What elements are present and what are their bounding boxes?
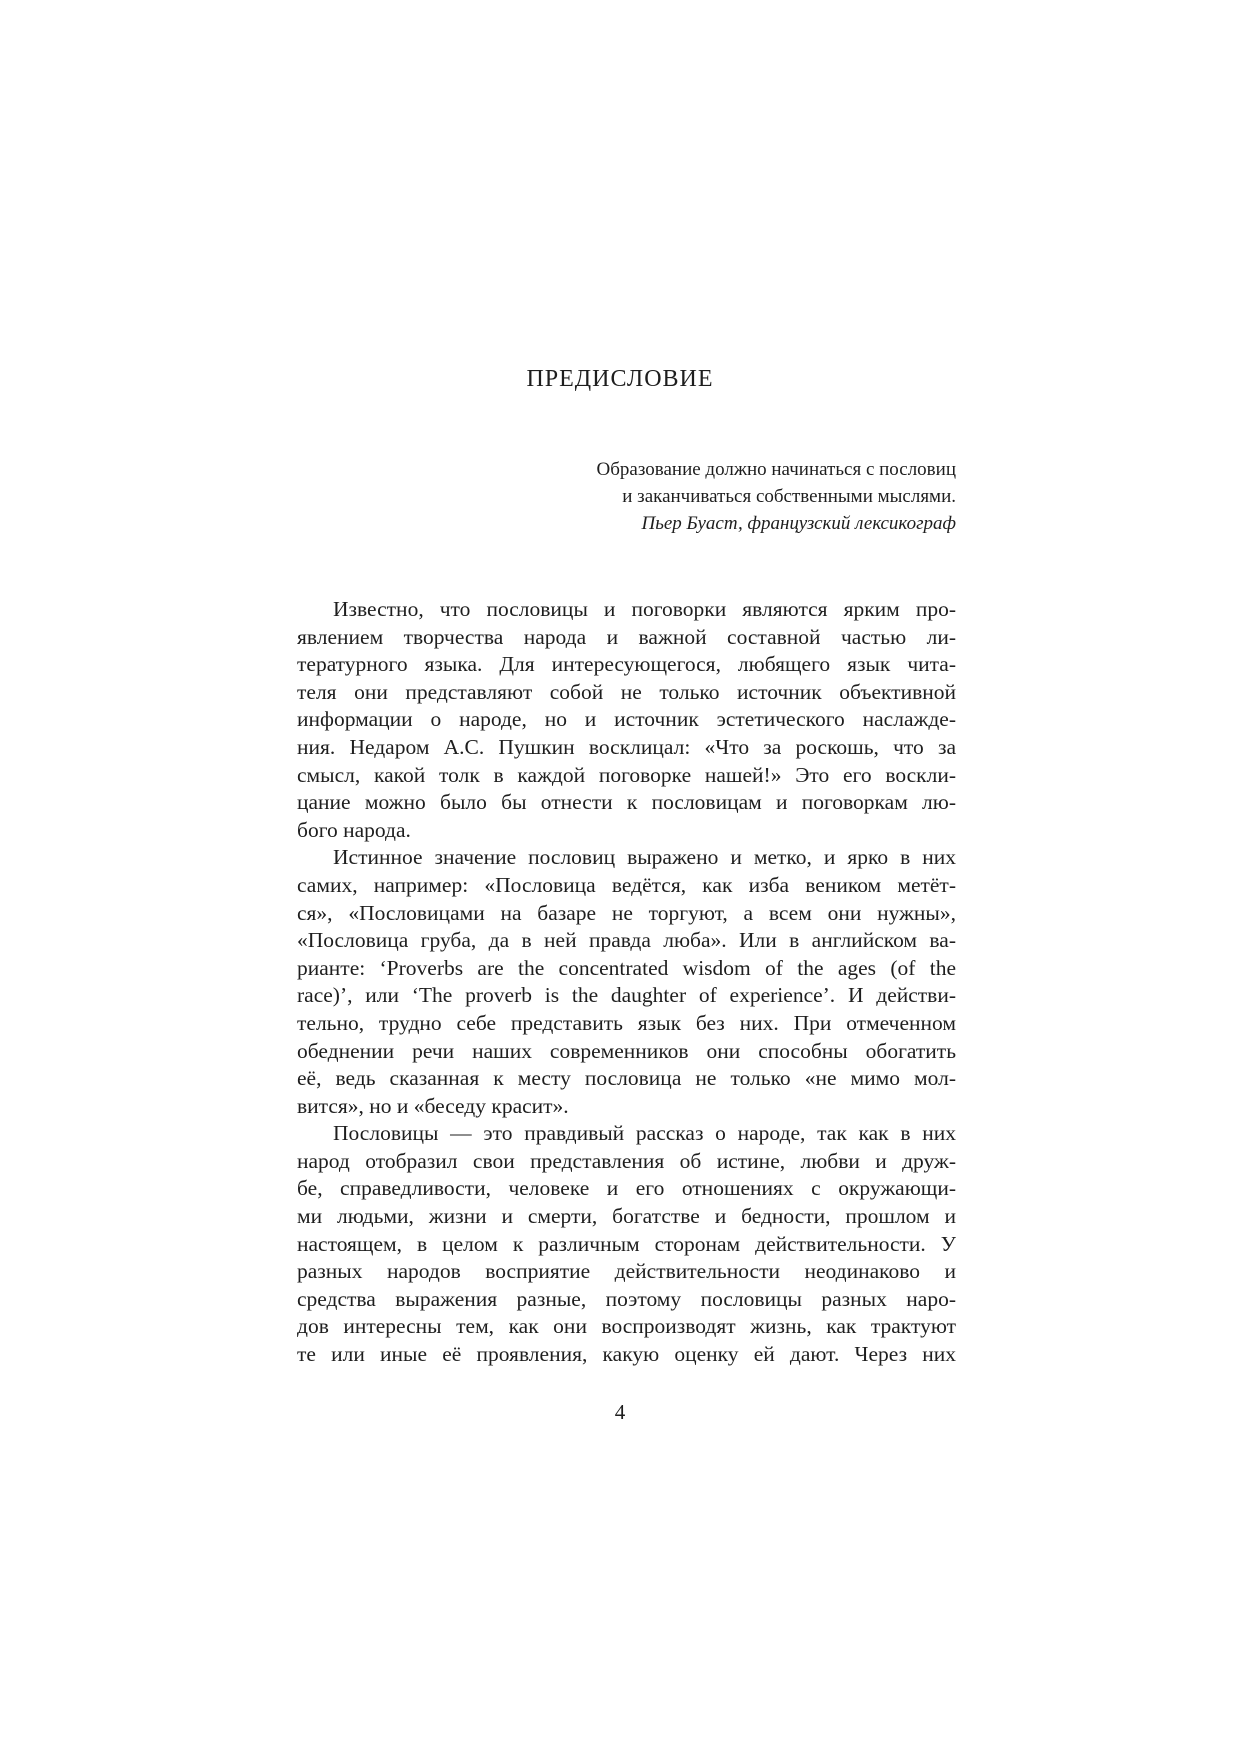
text-line: вится», но и «беседу красит». — [297, 1093, 569, 1118]
text-line: Пословицы — это правдивый рассказ о народе, так как в них — [333, 1121, 956, 1146]
text-line: явлением творчества народа и важной составной частью ли- — [297, 624, 956, 649]
epigraph-author: Пьер Буаст, французский лексикограф — [641, 513, 956, 534]
text-line: смысл, какой толк в каждой поговорке нашей!» Это его воскли- — [297, 762, 956, 787]
text-line: народ отобразил свои представления об истине, любви и друж- — [297, 1148, 956, 1173]
chapter-title: ПРЕДИСЛОВИЕ — [526, 366, 714, 392]
epigraph-line: Образование должно начинаться с пословиц — [596, 459, 956, 480]
text-line: средства выражения разные, поэтому пословицы разных наро- — [297, 1286, 956, 1311]
text-line: те или иные её проявления, какую оценку ей дают. Через них — [297, 1342, 956, 1367]
text-line: «Пословица груба, да в ней правда люба». Или в английском ва- — [297, 928, 956, 953]
page-number: 4 — [614, 1400, 626, 1424]
text-line: Истинное значение пословиц выражено и метко, и ярко в них — [333, 845, 956, 870]
text-line: тельно, трудно себе представить язык без них. При отмеченном — [297, 1010, 956, 1035]
text-line: её, ведь сказанная к месту пословица не только «не мимо мол- — [297, 1066, 956, 1091]
body-text — [297, 596, 956, 1369]
text-line: бого народа. — [297, 817, 411, 842]
text-line: цание можно было бы отнести к пословицам и поговоркам лю- — [297, 790, 956, 815]
text-line: настоящем, в целом к различным сторонам действительности. У — [297, 1231, 956, 1256]
text-line: дов интересны тем, как они воспроизводят жизнь, как трактуют — [297, 1314, 956, 1339]
text-line: самих, например: «Пословица ведётся, как изба веником метёт- — [297, 872, 956, 897]
epigraph-line: и заканчиваться собственными мыслями. — [622, 486, 956, 507]
text-line: ми людьми, жизни и смерти, богатстве и бедности, прошлом и — [297, 1204, 956, 1229]
epigraph — [300, 456, 956, 537]
text-line: Известно, что пословицы и поговорки являются ярким про- — [333, 597, 956, 621]
text-line: информации о народе, но и источник эстетического наслажде- — [297, 707, 956, 732]
text-line: race)’, или ‘The proverb is the daughter of experience’. И действи- — [297, 983, 956, 1008]
text-line: теля они представляют собой не только источник объективной — [297, 679, 956, 704]
text-line: тературного языка. Для интересующегося, любящего язык чита- — [297, 652, 956, 677]
text-line: обеднении речи наших современников они способны обогатить — [297, 1038, 956, 1063]
text-line: разных народов восприятие действительности неодинаково и — [297, 1259, 956, 1284]
text-line: бе, справедливости, человеке и его отношениях с окружающи- — [297, 1176, 956, 1201]
text-line: рианте: ‘Proverbs are the concentrated wisdom of the ages (of the — [297, 955, 956, 980]
text-line: ся», «Пословицами на базаре не торгуют, а всем они нужны», — [297, 900, 956, 925]
text-line: ния. Недаром А.С. Пушкин восклицал: «Что за роскошь, что за — [297, 734, 956, 759]
